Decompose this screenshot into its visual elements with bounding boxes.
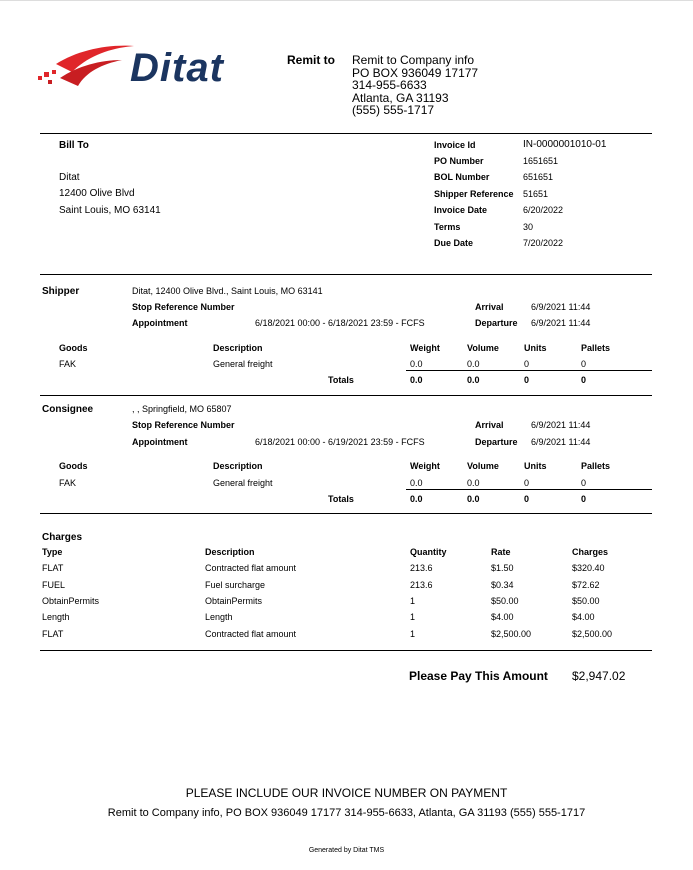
type-cell: FUEL xyxy=(42,580,66,590)
description-header: Description xyxy=(213,461,263,471)
units-cell: 0 xyxy=(524,478,530,488)
stop-address: Ditat, 12400 Olive Blvd., Saint Louis, MO 63141 xyxy=(132,286,323,296)
brand-logo xyxy=(38,42,248,94)
terms-value: 30 xyxy=(523,222,534,232)
description-cell: General freight xyxy=(213,359,273,369)
stop-label: Shipper xyxy=(42,286,80,297)
bill-to-street: 12400 Olive Blvd xyxy=(59,188,135,199)
page-top-border xyxy=(0,0,693,1)
bill-to-city: Saint Louis, MO 63141 xyxy=(59,205,161,216)
totals-pallets: 0 xyxy=(581,494,587,504)
volume-cell: 0.0 xyxy=(467,478,480,488)
stop-label: Consignee xyxy=(42,404,94,415)
appointment-label: Appointment xyxy=(132,437,188,447)
type-cell: FLAT xyxy=(42,563,64,573)
remit-line: (555) 555-1717 xyxy=(352,103,435,117)
totals-volume: 0.0 xyxy=(467,375,480,385)
description-cell: Fuel surcharge xyxy=(205,580,266,590)
divider xyxy=(40,133,652,134)
charges-cell: $4.00 xyxy=(572,612,595,622)
bill-to-name: Ditat xyxy=(59,172,80,183)
stop-ref-label: Stop Reference Number xyxy=(132,302,235,312)
units-cell: 0 xyxy=(524,359,530,369)
rate-cell: $1.50 xyxy=(491,563,514,573)
remit-line: PO BOX 936049 17177 xyxy=(352,65,479,80)
totals-pallets: 0 xyxy=(581,375,587,385)
pallets-header: Pallets xyxy=(581,461,611,471)
units-header: Units xyxy=(524,343,547,353)
goods-cell: FAK xyxy=(59,478,77,488)
rate-cell: $4.00 xyxy=(491,612,514,622)
type-cell: FLAT xyxy=(42,629,64,639)
bill-to-label: Bill To xyxy=(59,140,89,151)
charges-cell: $72.62 xyxy=(572,580,600,590)
po-number-label: PO Number xyxy=(434,156,484,166)
remit-label: Remit to xyxy=(287,53,335,67)
departure-value: 6/9/2021 11:44 xyxy=(531,318,591,328)
volume-header: Volume xyxy=(467,461,499,471)
departure-label: Departure xyxy=(475,318,518,328)
departure-value: 6/9/2021 11:44 xyxy=(531,437,591,447)
invoice-id-value: IN-0000001010-01 xyxy=(523,139,607,150)
charges-cell: $2,500.00 xyxy=(572,629,613,639)
quantity-cell: 213.6 xyxy=(410,563,433,573)
remit-line: Atlanta, GA 31193 xyxy=(352,90,449,105)
due-date-value: 7/20/2022 xyxy=(523,238,564,248)
weight-cell: 0.0 xyxy=(410,478,423,488)
description-cell: General freight xyxy=(213,478,273,488)
rate-cell: $0.34 xyxy=(491,580,514,590)
totals-units: 0 xyxy=(524,494,530,504)
invoice-date-label: Invoice Date xyxy=(434,205,488,215)
bol-number-label: BOL Number xyxy=(434,172,490,182)
pallets-header: Pallets xyxy=(581,343,611,353)
quantity-cell: 1 xyxy=(410,596,416,606)
divider xyxy=(40,395,652,396)
invoice-id-label: Invoice Id xyxy=(434,140,476,150)
units-header: Units xyxy=(524,461,547,471)
stop-address: , , Springfield, MO 65807 xyxy=(132,404,232,414)
footer-remit-line: Remit to Company info, PO BOX 936049 17177 314-955-6633, Atlanta, GA 31193 (555) 555-1717 xyxy=(107,807,586,819)
goods-header: Goods xyxy=(59,461,88,471)
totals-rule xyxy=(406,489,652,490)
goods-header: Goods xyxy=(59,343,88,353)
weight-header: Weight xyxy=(410,461,440,471)
arrival-label: Arrival xyxy=(475,302,504,312)
appointment-value: 6/18/2021 00:00 - 6/18/2021 23:59 - FCFS xyxy=(255,318,425,328)
description-header: Description xyxy=(213,343,263,353)
type-cell: ObtainPermits xyxy=(42,596,100,606)
totals-volume: 0.0 xyxy=(467,494,480,504)
type-cell: Length xyxy=(42,612,70,622)
total-label: Please Pay This Amount xyxy=(409,669,548,683)
totals-weight: 0.0 xyxy=(410,375,423,385)
rate-header: Rate xyxy=(491,547,511,557)
totals-label: Totals xyxy=(328,494,354,504)
totals-label: Totals xyxy=(328,375,354,385)
description-cell: Contracted flat amount xyxy=(205,629,297,639)
quantity-cell: 1 xyxy=(410,612,416,622)
footer-generated: Generated by Ditat TMS xyxy=(308,847,385,854)
description-cell: Length xyxy=(205,612,233,622)
charges-header: Charges xyxy=(572,547,609,557)
quantity-cell: 1 xyxy=(410,629,416,639)
description-cell: Contracted flat amount xyxy=(205,563,297,573)
due-date-label: Due Date xyxy=(434,238,474,248)
charges-cell: $50.00 xyxy=(572,596,600,606)
terms-label: Terms xyxy=(434,222,461,232)
type-header: Type xyxy=(42,547,63,557)
remit-line: 314-955-6633 xyxy=(352,78,427,92)
invoice-date-value: 6/20/2022 xyxy=(523,205,564,215)
totals-weight: 0.0 xyxy=(410,494,423,504)
appointment-label: Appointment xyxy=(132,318,188,328)
weight-header: Weight xyxy=(410,343,440,353)
description-header: Description xyxy=(205,547,255,557)
remit-address xyxy=(352,54,478,117)
po-number-value: 1651651 xyxy=(523,156,559,166)
pallets-cell: 0 xyxy=(581,359,587,369)
quantity-header: Quantity xyxy=(410,547,447,557)
volume-header: Volume xyxy=(467,343,499,353)
pallets-cell: 0 xyxy=(581,478,587,488)
volume-cell: 0.0 xyxy=(467,359,480,369)
bol-number-value: 651651 xyxy=(523,172,554,182)
arrival-value: 6/9/2021 11:44 xyxy=(531,420,591,430)
remit-line: Remit to Company info xyxy=(352,53,475,67)
departure-label: Departure xyxy=(475,437,518,447)
logo-wordmark: Ditat xyxy=(130,46,224,90)
rate-cell: $2,500.00 xyxy=(491,629,532,639)
totals-rule xyxy=(406,370,652,371)
weight-cell: 0.0 xyxy=(410,359,423,369)
description-cell: ObtainPermits xyxy=(205,596,263,606)
total-amount: $2,947.02 xyxy=(572,669,626,683)
charges-title: Charges xyxy=(42,532,83,543)
shipper-reference-label: Shipper Reference xyxy=(434,189,514,199)
divider xyxy=(40,650,652,651)
goods-cell: FAK xyxy=(59,359,77,369)
quantity-cell: 213.6 xyxy=(410,580,433,590)
appointment-value: 6/18/2021 00:00 - 6/19/2021 23:59 - FCFS xyxy=(255,437,425,447)
footer-notice: PLEASE INCLUDE OUR INVOICE NUMBER ON PAYMENT xyxy=(185,786,508,800)
stop-ref-label: Stop Reference Number xyxy=(132,420,235,430)
divider xyxy=(40,513,652,514)
totals-units: 0 xyxy=(524,375,530,385)
shipper-reference-value: 51651 xyxy=(523,189,549,199)
arrival-label: Arrival xyxy=(475,420,504,430)
charges-cell: $320.40 xyxy=(572,563,605,573)
divider xyxy=(40,274,652,275)
logo-swoosh-icon xyxy=(38,42,138,94)
rate-cell: $50.00 xyxy=(491,596,519,606)
arrival-value: 6/9/2021 11:44 xyxy=(531,302,591,312)
